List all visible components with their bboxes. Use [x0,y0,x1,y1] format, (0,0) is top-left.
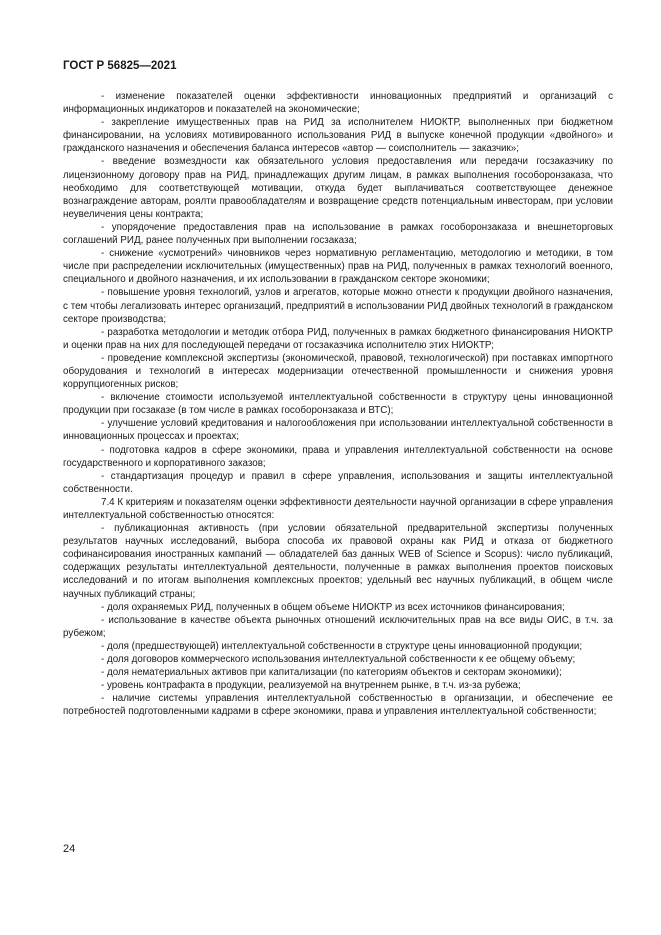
paragraph: - введение возмездности как обязательного условия предоставления или передачи госзаказчику по лицензионному договору прав на РИД, принадлежащих другим лицам, в рамках выполнения гособоронзаказа, что необходимо для соответствующей мотивации, откуда будет выплачиваться соответствующее денежное вознаграждение авторам, роялти правообладателям и возвращение средств потенциальным инвесторам, при условии неувеличения цены контракта; [63,156,613,220]
paragraph: - уровень контрафакта в продукции, реализуемой на внутреннем рынке, в т.ч. из-за рубежа; [101,680,521,692]
section-7-4-intro: 7.4 К критериям и показателям оценки эффективности деятельности научной организации в сфере управления интеллектуальной собственностью относятся: [63,496,613,521]
paragraph: - подготовка кадров в сфере экономики, права и управления интеллектуальной собственности на основе государственного и корпоративного заказов; [63,444,613,469]
paragraph: - включение стоимости используемой интеллектуальной собственности в структуру цены инновационной продукции при госзаказе (в том числе в рамках гособоронзаказа и ВТС); [63,392,613,417]
paragraph: - стандартизация процедур и правил в сфере управления, использования и защиты интеллектуальной собственности. [63,470,613,495]
document-header: ГОСТ Р 56825—2021 [63,60,177,72]
paragraph: - упорядочение предоставления прав на использование в рамках гособоронзаказа и внешнеторговых соглашений РИД, ранее полученных при выполнении госзаказа; [63,221,613,247]
paragraph: - использование в качестве объекта рыночных отношений исключительных прав на все виды ОИС, в т.ч. за рубежом; [63,614,613,639]
paragraph: - изменение показателей оценки эффективности инновационных предприятий и организаций с информационных индикаторов и показателей на экономические; [63,91,613,116]
paragraph: - проведение комплексной экспертизы (экономической, правовой, технологической) при поставках импортного оборудования и технологий в интересах модернизации отечественной промышленности и снижения уровня коррупциогенных рисков; [63,352,613,391]
paragraph: - закрепление имущественных прав на РИД за исполнителем НИОКТР, выполненных при бюджетном финансировании, на условиях мотивированного использования РИД в выпуске конечной продукции «двойного» и гражданского назначения и обеспечения баланса интересов «автор — соисполнитель — заказчик»; [63,117,613,155]
paragraph: - наличие системы управления интеллектуальной собственностью в организации, и обеспечение ее потребностей подготовленными кадрами в сфере экономики, права и управления интеллектуальной собственности; [63,693,613,718]
document-body [63,90,613,719]
paragraph: - доля (предшествующей) интеллектуальной собственности в структуре цены инновационной продукции; [101,640,583,652]
paragraph: - публикационная активность (при условии обязательной предварительной экспертизы полученных результатов научных исследований, выбора способа их правовой охраны как РИД и отказа от бюджетного софинансирования иностранных кампаний — обладателей баз данных WEB of Science и Scopus): число публикаций, содержащих результаты интеллектуальной деятельности, полученные в рамках выполнения проектов поисковых исследований и по итогам выполнения комплексных проектов; удельный вес научных публикаций, в общем числе научных публикаций страны; [63,523,613,600]
page-number: 24 [63,843,76,855]
paragraph: - разработка методологии и методик отбора РИД, полученных в рамках бюджетного финансирования НИОКТР и оценки прав на них для последующей передачи от госзаказчика исполнителю этих НИОКТР; [63,326,613,351]
paragraph: - доля договоров коммерческого использования интеллектуальной собственности к ее общему объему; [101,654,576,666]
paragraph: - повышение уровня технологий, узлов и агрегатов, которые можно отнести к продукции двойного назначения, с тем чтобы легализовать интерес организаций, предприятий в использовании РИД двойных технологий в гражданском секторе производства; [63,287,613,325]
paragraph: - доля охраняемых РИД, полученных в общем объеме НИОКТР из всех источников финансирования; [101,601,565,613]
paragraph: - улучшение условий кредитования и налогообложения при использовании интеллектуальной собственности в инновационных процессах и проектах; [63,418,613,443]
paragraph: - снижение «усмотрений» чиновников через нормативную регламентацию, методологию и методики, в том числе при распределении исключительных (имущественных) прав на РИД, полученных в рамках технологий военного, специального и двойного назначения, и их использовании в гражданском секторе экономики; [63,248,613,286]
paragraph: - доля нематериальных активов при капитализации (по категориям объектов и секторам экономики); [101,667,562,679]
